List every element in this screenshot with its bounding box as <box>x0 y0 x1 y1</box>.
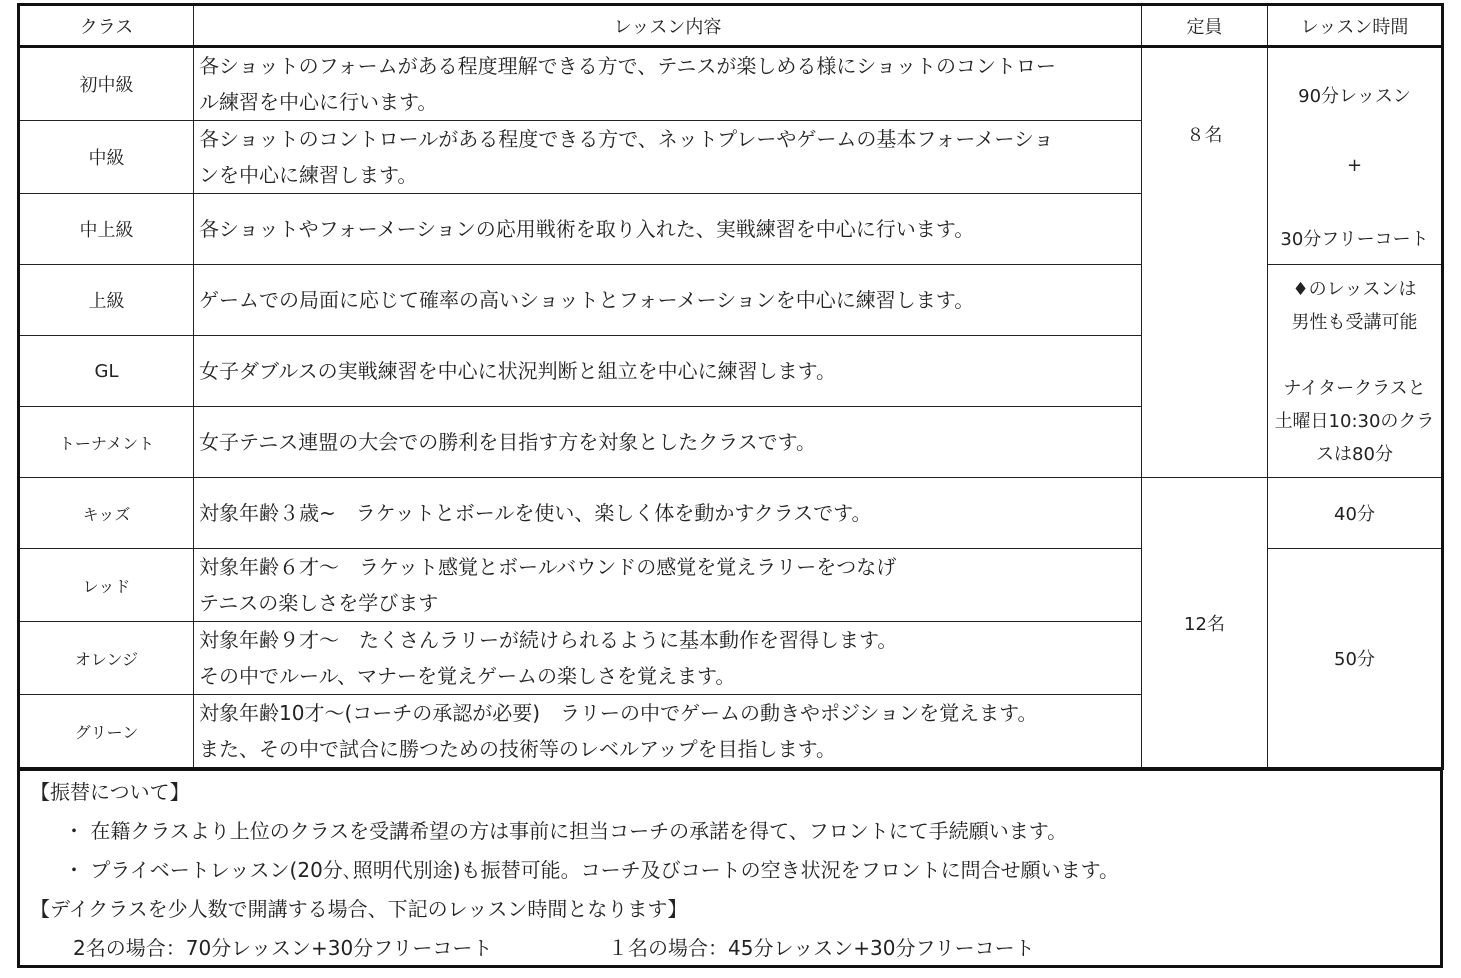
class-name: トーナメント <box>19 407 194 478</box>
class-description <box>194 336 1142 407</box>
class-name: オレンジ <box>19 622 194 695</box>
description-line: 各ショットのフォームがある程度理解できる方で、テニスが楽しめる様にショットのコントロー <box>199 54 1056 78</box>
time-adult-main: 90分レッスン <box>1298 86 1411 107</box>
time-note-line: ♦のレッスンは <box>1292 279 1417 300</box>
class-description <box>194 47 1142 121</box>
time-junior: 50分 <box>1268 549 1443 769</box>
description-line: ンを中心に練習します。 <box>199 163 418 187</box>
description-line: また、その中で試合に勝つための技術等のレベルアップを目指します。 <box>199 737 836 761</box>
class-description <box>194 549 1142 622</box>
class-name: GL <box>19 336 194 407</box>
table-row <box>19 47 1443 121</box>
info-box <box>17 768 1443 968</box>
header-class: クラス <box>19 5 194 47</box>
class-name: グリーン <box>19 695 194 769</box>
class-schedule-table <box>17 3 1444 770</box>
transfer-heading: 【振替について】 <box>30 780 190 804</box>
table-row <box>19 478 1443 549</box>
class-name: 中級 <box>19 121 194 194</box>
class-name: キッズ <box>19 478 194 549</box>
header-content: レッスン内容 <box>194 5 1142 47</box>
class-name: 中上級 <box>19 194 194 265</box>
description-line: 女子ダブルスの実戦練習を中心に状況判断と組立を中心に練習します。 <box>199 359 836 383</box>
class-description <box>194 407 1142 478</box>
description-line: 対象年齢10才～(コーチの承認が必要) ラリーの中でゲームの動きやポジションを覚えます。 <box>199 701 1038 725</box>
time-adult-plus: + <box>1346 155 1363 176</box>
time-note <box>1268 265 1443 478</box>
description-line: 対象年齢３歳~ ラケットとボールを使い、楽しく体を動かすクラスです。 <box>199 501 872 525</box>
time-note-line: スは80分 <box>1316 444 1393 465</box>
class-description <box>194 695 1142 769</box>
day-class-one-person: １名の場合：45分レッスン+30分フリーコート <box>608 936 1035 960</box>
class-name: レッド <box>19 549 194 622</box>
transfer-item: ・ 在籍クラスより上位のクラスを受講希望の方は事前に担当コーチの承諾を得て、フロントにて手続願います。 <box>64 819 1068 843</box>
description-line: ル練習を中心に行います。 <box>199 90 438 114</box>
time-note-line: 土曜日10:30のクラ <box>1274 411 1435 432</box>
time-adult-free: 30分フリーコート <box>1280 229 1429 250</box>
capacity-adult: ８名 <box>1142 47 1268 478</box>
description-line: テニスの楽しさを学びます <box>199 591 439 615</box>
description-line: 各ショットのコントロールがある程度できる方で、ネットプレーやゲームの基本フォーメーショ <box>199 127 1054 151</box>
description-line: 女子テニス連盟の大会での勝利を目指す方を対象としたクラスです。 <box>199 430 816 454</box>
time-note-line: ナイタークラスと <box>1283 378 1426 399</box>
description-line: 対象年齢６才～ ラケット感覚とボールバウンドの感覚を覚えラリーをつなげ <box>199 555 897 579</box>
class-name: 上級 <box>19 265 194 336</box>
description-line: 各ショットやフォーメーションの応用戦術を取り入れた、実戦練習を中心に行います。 <box>199 217 975 241</box>
transfer-item: ・ プライベートレッスン(20分､照明代別途)も振替可能。コーチ及びコートの空き状況をフロントに問合せ願います。 <box>64 858 1120 882</box>
class-description <box>194 265 1142 336</box>
description-line: 対象年齢９才～ たくさんラリーが続けられるように基本動作を習得します。 <box>199 628 898 652</box>
class-name: 初中級 <box>19 47 194 121</box>
header-capacity: 定員 <box>1142 5 1268 47</box>
description-line: ゲームでの局面に応じて確率の高いショットとフォーメーションを中心に練習します。 <box>199 288 975 312</box>
time-adult <box>1268 47 1443 265</box>
class-description <box>194 194 1142 265</box>
description-line: その中でルール、マナーを覚えゲームの楽しさを覚えます。 <box>199 664 736 688</box>
time-note-line: 男性も受講可能 <box>1291 312 1418 333</box>
class-description <box>194 121 1142 194</box>
table-header-row <box>19 5 1443 47</box>
header-time: レッスン時間 <box>1268 5 1443 47</box>
day-class-heading: 【デイクラスを少人数で開講する場合、下記のレッスン時間となります】 <box>30 897 688 921</box>
capacity-junior: 12名 <box>1142 478 1268 769</box>
time-kids: 40分 <box>1268 478 1443 549</box>
class-description <box>194 478 1142 549</box>
class-description <box>194 622 1142 695</box>
day-class-two-people: 2名の場合：70分レッスン+30分フリーコート <box>73 936 493 960</box>
